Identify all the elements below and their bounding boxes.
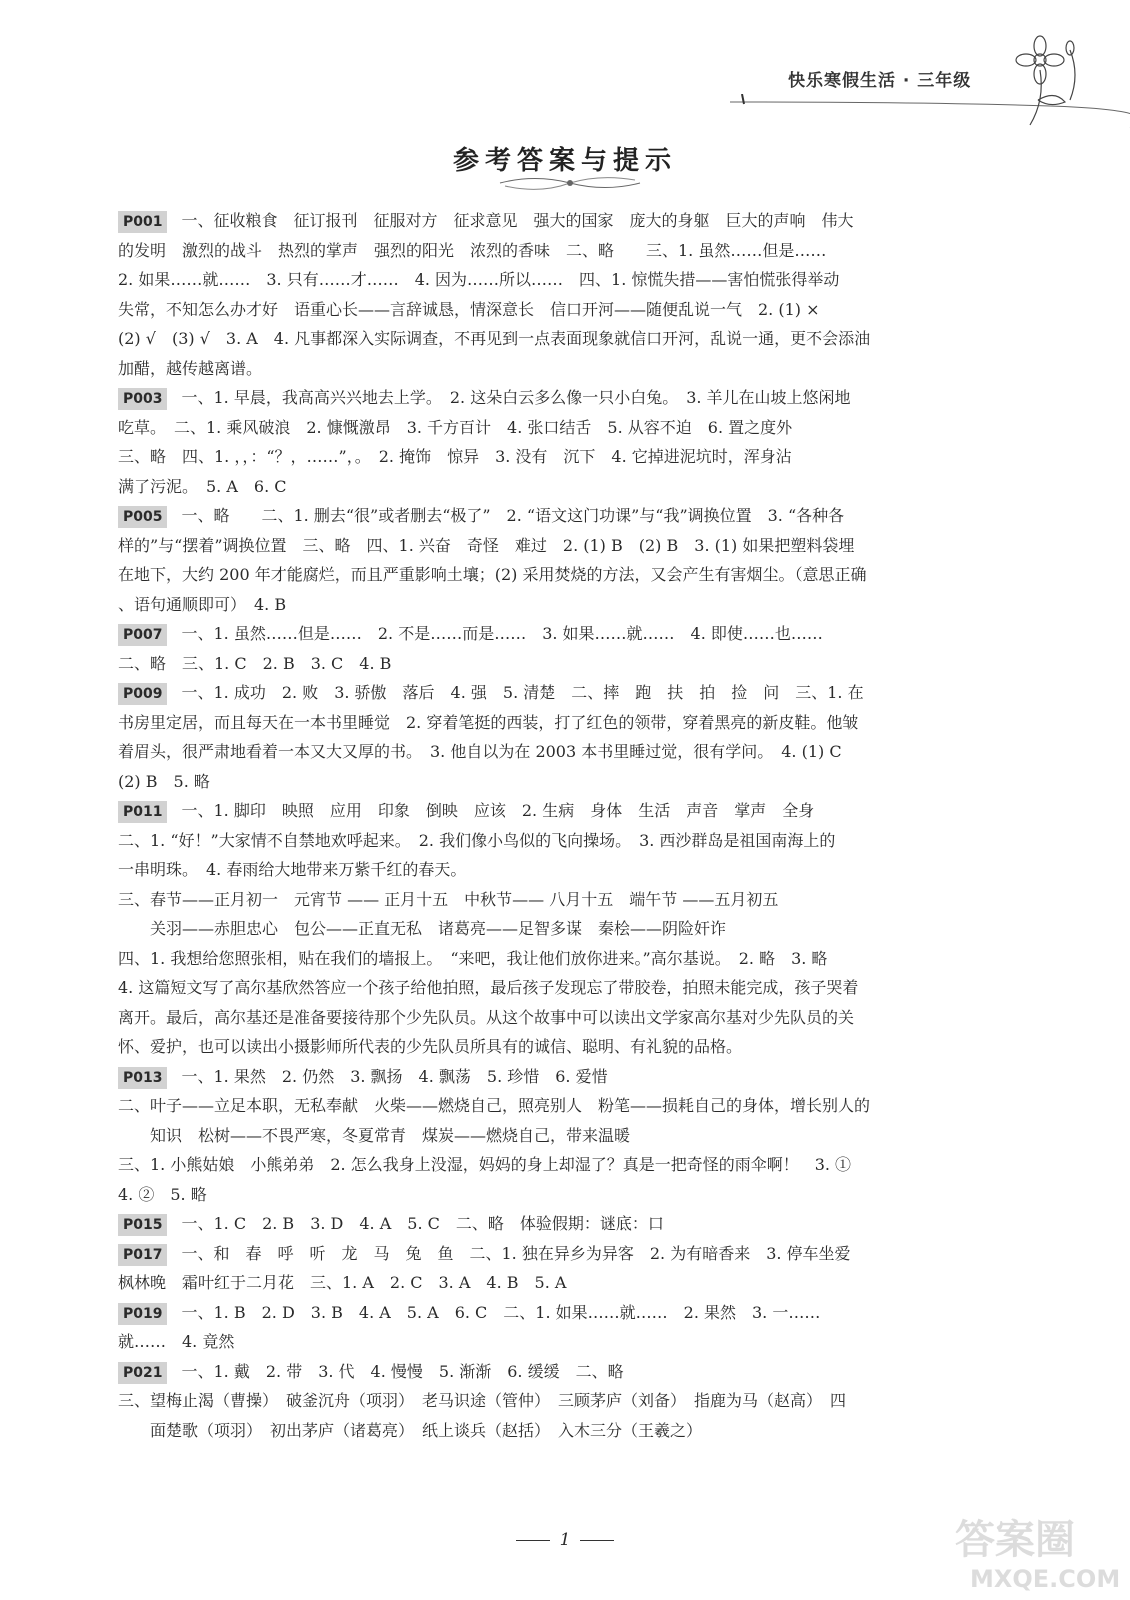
answer-block-p015: [118, 1209, 978, 1239]
answer-text: 三、略 四、1. ，，：“？，……”，。 2. 掩饰 惊异 3. 没有 沉下 4. 它掉进泥坑时，浑身沾: [118, 447, 792, 466]
answer-line: [118, 413, 978, 443]
answer-text: 在地下，大约 200 年才能腐烂，而且严重影响土壤；(2) 采用焚烧的方法，又会产生有害烟尘。（意思正确: [118, 565, 867, 584]
answer-line: [118, 1121, 978, 1151]
answer-block-p017: [118, 1239, 978, 1298]
answer-line: [118, 1150, 978, 1180]
answer-line: [118, 1091, 978, 1121]
answer-block-p009: [118, 678, 978, 796]
answer-text: 着眉头，很严肃地看着一本又大又厚的书。 3. 他自以为在 2003 本书里睡过觉，很有学问。 4. (1) C: [118, 742, 842, 761]
answer-line: [118, 265, 978, 295]
page-label: P003: [118, 388, 167, 410]
watermark-logo: [950, 1505, 1120, 1595]
answer-text: 样的”与“摆着”调换位置 三、略 四、1. 兴奋 奇怪 难过 2. (1) B (2) B 3. (1) 如果把塑料袋埋: [118, 535, 855, 555]
answer-line: [118, 1357, 978, 1387]
answer-text: 四、1. 我想给您照张相，贴在我们的墙报上。 “来吧，我让他们放你进来。”高尔基说。 2. 略 3. 略: [118, 948, 828, 968]
answer-block-p019: [118, 1298, 978, 1357]
answer-block-p001: [118, 206, 978, 383]
answer-line: [118, 708, 978, 738]
answer-text: 一、1. 成功 2. 败 3. 骄傲 落后 4. 强 5. 清楚 二、摔 跑 扶 拍 捡 问 三、1. 在: [181, 683, 864, 702]
answer-text: 怀、爱护，也可以读出小摄影师所代表的少先队员所具有的诚信、聪明、有礼貌的品格。: [118, 1037, 743, 1056]
watermark-line1: 答案圈: [955, 1517, 1075, 1563]
answer-text: 枫林晚 霜叶红于二月花 三、1. A 2. C 3. A 4. B 5. A: [118, 1273, 567, 1292]
answer-line: [118, 1209, 978, 1239]
answer-line: [118, 1386, 978, 1416]
answer-text: 书房里定居，而且每天在一本书里睡觉 2. 穿着笔挺的西装，打了红色的领带，穿着黑亮的新皮鞋。他皱: [118, 712, 859, 732]
answer-block-p005: [118, 501, 978, 619]
answer-text: 4. 这篇短文写了高尔基欣然答应一个孩子给他拍照，最后孩子发现忘了带胶卷，拍照未能完成，孩子哭着: [118, 978, 859, 997]
page-label: P001: [118, 211, 167, 233]
answer-text: 加醋，越传越离谱。: [118, 358, 263, 378]
answer-text: 2. 如果……就…… 3. 只有……才…… 4. 因为……所以…… 四、1. 惊慌失措——害怕慌张得举动: [118, 270, 840, 289]
page-label: P009: [118, 683, 167, 705]
answer-line: [118, 295, 978, 325]
answer-line: [118, 531, 978, 561]
answer-line: [118, 914, 978, 944]
answer-text: 三、1. 小熊姑娘 小熊弟弟 2. 怎么我身上没湿，妈妈的身上却湿了？真是一把奇怪的雨伞啊！ 3. ①: [118, 1155, 852, 1174]
answer-block-p021: [118, 1357, 978, 1446]
answer-line: [118, 1003, 978, 1033]
answer-text: 一、征收粮食 征订报刊 征服对方 征求意见 强大的国家 庞大的身躯 巨大的声响 伟大: [181, 211, 854, 230]
answer-text: 一串明珠。 4. 春雨给大地带来万紫千红的春天。: [118, 860, 467, 879]
answer-line: [118, 1327, 978, 1357]
answer-text: 一、1. 果然 2. 仍然 3. 飘扬 4. 飘荡 5. 珍惜 6. 爱惜: [181, 1066, 608, 1086]
answer-block-p011: [118, 796, 978, 1062]
answer-line: [118, 236, 978, 266]
answer-text: 面楚歌（项羽） 初出茅庐（诸葛亮） 纸上谈兵（赵括） 入木三分（王羲之）: [118, 1420, 703, 1440]
answer-text: (2) √ (3) √ 3. A 4. 凡事都深入实际调查，不再见到一点表面现象就信口开河，乱说一通，更不会添油: [118, 329, 871, 348]
answer-line: [118, 206, 978, 236]
answer-line: [118, 472, 978, 502]
answer-text: 一、略 二、1. 删去“很”或者删去“极了” 2. “语文这门功课”与“我”调换位置 3. “各种各: [181, 506, 845, 525]
answer-line: [118, 1239, 978, 1269]
answer-text: 、语句通顺即可） 4. B: [118, 594, 287, 614]
answer-text: (2) B 5. 略: [118, 771, 210, 791]
page-dash-right: [580, 1540, 614, 1541]
answer-text: 4. ② 5. 略: [118, 1184, 207, 1204]
answer-text: 关羽——赤胆忠心 包公——正直无私 诸葛亮——足智多谋 秦桧——阴险奸诈: [118, 919, 727, 938]
answer-text: 的发明 激烈的战斗 热烈的掌声 强烈的阳光 浓烈的香味 二、略 三、1. 虽然……但是……: [118, 240, 827, 260]
answer-block-p003: [118, 383, 978, 501]
book-title: 快乐寒假生活 · 三年级: [788, 71, 972, 91]
answer-text: 一、1. 脚印 映照 应用 印象 倒映 应该 2. 生病 身体 生活 声音 掌声 全身: [181, 801, 815, 820]
answer-text: 就…… 4. 竟然: [118, 1332, 235, 1351]
answer-line: [118, 1298, 978, 1328]
answer-text: 一、1. 虽然……但是…… 2. 不是……而是…… 3. 如果……就…… 4. 即使……也……: [181, 624, 823, 643]
answer-line: [118, 1416, 978, 1446]
answer-text: 二、叶子——立足本职，无私奉献 火柴——燃烧自己，照亮别人 粉笔——损耗自己的身体，增长别人的: [118, 1096, 871, 1115]
page-label: P011: [118, 801, 167, 823]
answer-line: [118, 826, 978, 856]
answer-text: 知识 松树——不畏严寒，冬夏常青 煤炭——燃烧自己，带来温暖: [118, 1125, 631, 1145]
page-label: P005: [118, 506, 167, 528]
answer-line: [118, 1062, 978, 1092]
answer-line: [118, 796, 978, 826]
answer-text: 失常，不知怎么办才好 语重心长——言辞诚恳，情深意长 信口开河——随便乱说一气 2. (1) ×: [118, 299, 820, 319]
flower-icon: [1010, 30, 1120, 130]
watermark-line2: MXQE.COM: [970, 1565, 1120, 1593]
answer-text: 离开。最后，高尔基还是准备要接待那个少先队员。从这个故事中可以读出文学家高尔基对少先队员的关: [118, 1007, 855, 1027]
answer-line: [118, 855, 978, 885]
answer-line: [118, 973, 978, 1003]
page-label: P017: [118, 1244, 167, 1266]
answer-block-p007: [118, 619, 978, 678]
answer-content: [118, 206, 978, 1445]
answer-text: 一、和 春 呼 听 龙 马 兔 鱼 二、1. 独在异乡为异客 2. 为有暗香来 3. 停车坐爱: [181, 1243, 851, 1263]
answer-line: [118, 1180, 978, 1210]
title-ornament: [495, 172, 645, 194]
answer-line: [118, 354, 978, 384]
answer-block-p013: [118, 1062, 978, 1210]
answer-text: 满了污泥。 5. A 6. C: [118, 476, 287, 496]
answer-line: [118, 1268, 978, 1298]
page-label: P007: [118, 624, 167, 646]
answer-text: 一、1. 戴 2. 带 3. 代 4. 慢慢 5. 渐渐 6. 缓缓 二、略: [181, 1361, 624, 1381]
answer-text: 二、1. “好！”大家情不自禁地欢呼起来。 2. 我们像小鸟似的飞向操场。 3. 西沙群岛是祖国南海上的: [118, 830, 836, 850]
answer-text: 一、1. 早晨，我高高兴兴地去上学。 2. 这朵白云多么像一只小白兔。 3. 羊儿在山坡上悠闲地: [181, 388, 851, 407]
page-number-text: 1: [559, 1530, 571, 1550]
answer-line: [118, 383, 978, 413]
page-label: P021: [118, 1362, 167, 1384]
page-label: P019: [118, 1303, 167, 1325]
page-label: P015: [118, 1214, 167, 1236]
page-dash-left: [516, 1540, 550, 1541]
answer-line: [118, 649, 978, 679]
answer-line: [118, 560, 978, 590]
answer-text: 二、略 三、1. C 2. B 3. C 4. B: [118, 653, 392, 673]
answer-text: 一、1. C 2. B 3. D 4. A 5. C 二、略 体验假期：谜底：口: [181, 1214, 664, 1233]
answer-text: 吃草。 二、1. 乘风破浪 2. 慷慨激昂 3. 千方百计 4. 张口结舌 5. 从容不迫 6. 置之度外: [118, 417, 793, 437]
answer-line: [118, 590, 978, 620]
answer-text: 三、春节——正月初一 元宵节 —— 正月十五 中秋节—— 八月十五 端午节 ——五月初五: [118, 889, 779, 909]
page-label: P013: [118, 1067, 167, 1089]
answer-line: [118, 1032, 978, 1062]
answer-line: [118, 885, 978, 915]
answer-line: [118, 442, 978, 472]
answer-text: 一、1. B 2. D 3. B 4. A 5. A 6. C 二、1. 如果……就…… 2. 果然 3. 一……: [181, 1302, 821, 1322]
answer-text: 三、望梅止渴（曹操） 破釜沉舟（项羽） 老马识途（管仲） 三顾茅庐（刘备） 指鹿为马（赵高） 四: [118, 1391, 847, 1410]
page-title: 参考答案与提示: [452, 146, 677, 176]
answer-line: [118, 324, 978, 354]
answer-line: [118, 619, 978, 649]
answer-line: [118, 737, 978, 767]
answer-line: [118, 767, 978, 797]
answer-line: [118, 944, 978, 974]
answer-line: [118, 501, 978, 531]
answer-line: [118, 678, 978, 708]
